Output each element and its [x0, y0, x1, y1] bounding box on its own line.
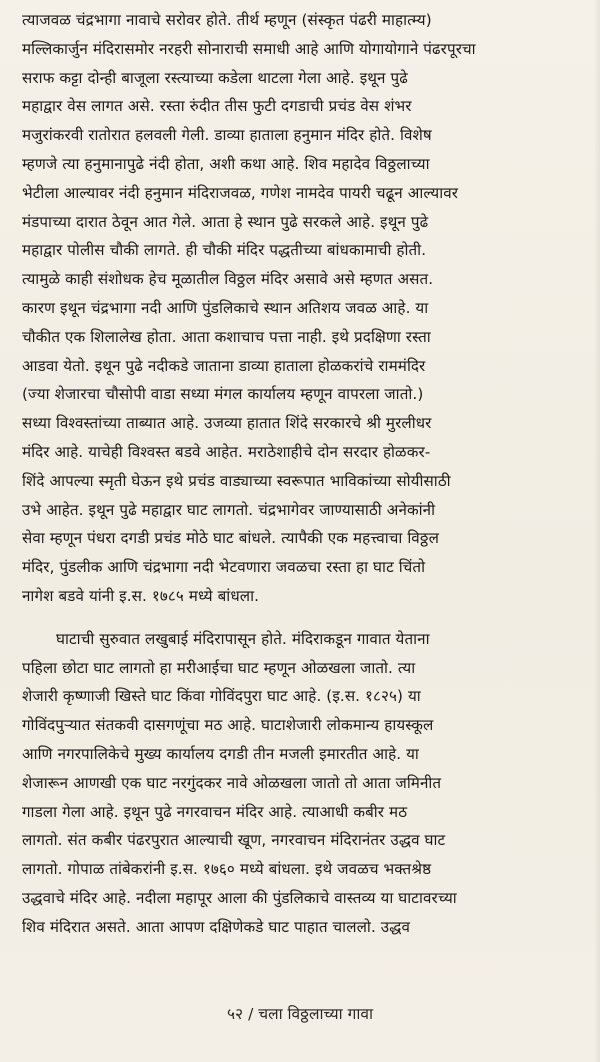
text-line: लागतो. गोपाळ तांबेकरांनी इ.स. १७६० मध्ये बांधला. इथे जवळच भक्तश्रेष्ठ: [22, 860, 432, 879]
text-line-indented: घाटाची सुरुवात लखुबाई मंदिरापासून होते. मंदिराकडून गावात येताना: [56, 629, 430, 648]
text-line: म्हणजे त्या हनुमानापुढे नंदी होता, अशी कथा आहे. शिव महादेव विठ्ठलाच्या: [22, 154, 430, 173]
text-line: आडवा येतो. इथून पुढे नदीकडे जाताना डाव्या हाताला होळकरांचे राममंदिर: [22, 356, 426, 375]
page-edge-shadow: [594, 0, 600, 1062]
text-line: मंदिर आहे. याचेही विश्वस्त बडवे आहेत. मराठेशाहीचे दोन सरदार होळकर-: [22, 442, 431, 461]
paragraph-1: [22, 6, 584, 611]
text-line: नागेश बडवे यांनी इ.स. १७८५ मध्ये बांधला.: [22, 586, 260, 605]
text-line: सध्या विश्वस्तांच्या ताब्यात आहे. उजव्या हातात शिंदे सरकारचे श्री मुरलीधर: [22, 414, 432, 433]
footer-separator: /: [248, 1005, 254, 1023]
text-line: मजुरांकरवी रातोरात हलवली गेली. डाव्या हाताला हनुमान मंदिर होते. विशेष: [22, 126, 432, 145]
paragraph-2: [22, 625, 584, 942]
text-line: शिंदे आपल्या स्मृती घेऊन इथे प्रचंड वाड्याच्या स्वरूपात भाविकांच्या सोयीसाठी: [22, 471, 451, 490]
text-line: मंडपाच्या दारात ठेवून आत गेले. आता हे स्थान पुढे सरकले आहे. इथून पुढे: [22, 212, 429, 231]
text-line: पहिला छोटा घाट लागतो हा मरीआईचा घाट म्हणून ओळखला जातो. त्या: [22, 658, 416, 677]
page-footer: [0, 1002, 600, 1026]
text-line: शेजारी कृष्णाजी खिस्ते घाट किंवा गोविंदपुरा घाट आहे. (इ.स. १८२५) या: [22, 687, 421, 706]
text-line: उद्धवाचे मंदिर आहे. नदीला महापूर आला की पुंडलिकाचे वास्तव्य या घाटावरच्या: [22, 888, 457, 907]
text-line: भेटीला आल्यावर नंदी हनुमान मंदिराजवळ, गणेश नामदेव पायरी चढून आल्यावर: [22, 183, 459, 202]
page-number: ५२: [227, 1005, 244, 1023]
body-text: [22, 6, 584, 942]
paragraph-gap: [22, 611, 584, 625]
text-line: उभे आहेत. इथून पुढे महाद्वार घाट लागतो. चंद्रभागेवर जाण्यासाठी अनेकांनी: [22, 500, 436, 519]
text-line: सेवा म्हणून पंधरा दगडी प्रचंड मोठे घाट बांधले. त्यापैकी एक महत्त्वाचा विठ्ठल: [22, 529, 440, 548]
text-line: महाद्वार वेस लागत असे. रस्ता रुंदीत तीस फुटी दगडाची प्रचंड वेस शंभर: [22, 97, 412, 116]
text-line: मल्लिकार्जुन मंदिरासमोर नरहरी सोनाराची समाधी आहे आणि योगायोगाने पंढरपूरचा: [22, 39, 476, 58]
text-line: (ज्या शेजारचा चौसोपी वाडा सध्या मंगल कार्यालय म्हणून वापरला जातो.): [22, 385, 424, 404]
text-line: त्याजवळ चंद्रभागा नावाचे सरोवर होते. तीर्थ म्हणून (संस्कृत पंढरी माहात्म्य): [22, 11, 432, 29]
text-line: आणि नगरपालिकेचे मुख्य कार्यालय दगडी तीन मजली इमारतीत आहे. या: [22, 744, 419, 763]
text-line: गोविंदपुऱ्यात संतकवी दासगणूंचा मठ आहे. घाटाशेजारी लोकमान्य हायस्कूल: [22, 716, 434, 735]
text-line: कारण इथून चंद्रभागा नदी आणि पुंडलिकाचे स्थान अतिशय जवळ आहे. या: [22, 298, 429, 317]
text-line: मंदिर, पुंडलीक आणि चंद्रभागा नदी भेटवणारा जवळचा रस्ता हा घाट चिंतो: [22, 558, 426, 577]
text-line: महाद्वार पोलीस चौकी लागते. ही चौकी मंदिर पद्धतीच्या बांधकामाची होती.: [22, 241, 427, 260]
text-line: गाडला गेला आहे. इथून पुढे नगरवाचन मंदिर आहे. त्याआधी कबीर मठ: [22, 802, 408, 821]
text-line: सराफ कट्टा दोन्ही बाजूला रस्त्याच्या कडेला थाटला गेला आहे. इथून पुढे: [22, 68, 408, 87]
text-line: त्यामुळे काही संशोधक हेच मूळातील विठ्ठल मंदिर असावे असे म्हणत असत.: [22, 270, 434, 289]
book-title: चला विठ्ठलाच्या गावा: [258, 1005, 373, 1023]
text-line: चौकीत एक शिलालेख होता. आता कशाचाच पत्ता नाही. इथे प्रदक्षिणा रस्ता: [22, 327, 431, 346]
text-line: लागतो. संत कबीर पंढरपुरात आल्याची खूण, नगरवाचन मंदिरानंतर उद्धव घाट: [22, 831, 446, 850]
text-line: शिव मंदिरात असते. आता आपण दक्षिणेकडे घाट पाहात चाललो. उद्धव: [22, 917, 411, 936]
text-line: शेजारून आणखी एक घाट नरगुंदकर नावे ओळखला जातो तो आता जमिनीत: [22, 773, 442, 792]
